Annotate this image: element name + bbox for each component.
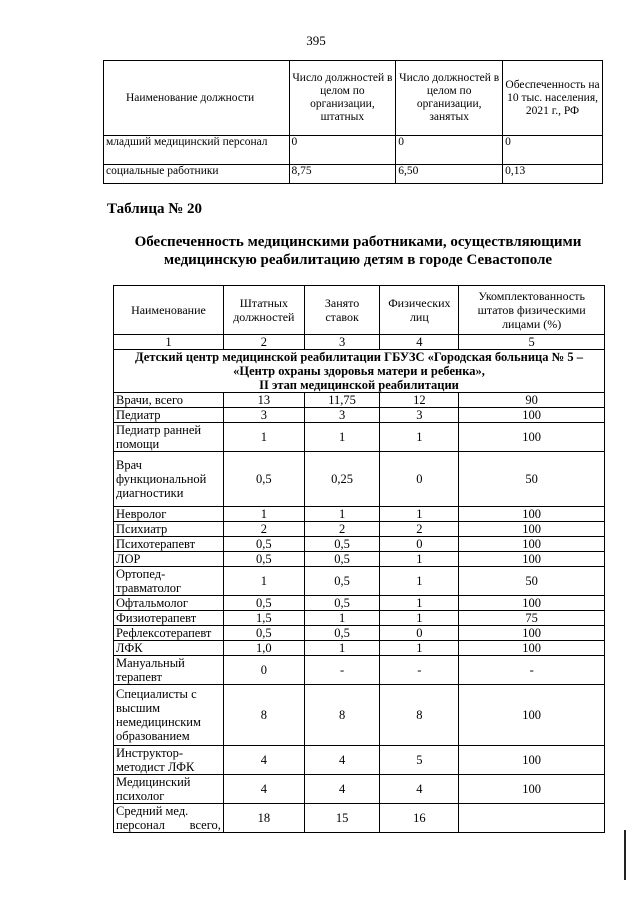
table-cell: 4: [304, 775, 380, 804]
table-row: [104, 136, 603, 165]
header-cell: Занято ставок: [304, 286, 380, 335]
scan-edge-mark: [624, 830, 626, 880]
table-cell: 2: [304, 522, 380, 537]
table-cell: 18: [223, 804, 304, 833]
column-number: 1: [114, 335, 224, 350]
table-cell: 0,5: [223, 452, 304, 507]
table-cell: 1: [304, 611, 380, 626]
table-cell: 13: [223, 393, 304, 408]
table-row: [114, 775, 605, 804]
table-title: Обеспеченность медицинскими работниками, осуществляющими медицинскую реабилитацию детям в городе Севастополе: [134, 234, 582, 268]
table-body: [114, 393, 605, 833]
table-caption: Таблица № 20: [107, 201, 203, 217]
table-cell: 100: [459, 423, 605, 452]
table-cell: 8: [223, 685, 304, 746]
table-cell: 100: [459, 775, 605, 804]
table-cell: 100: [459, 552, 605, 567]
page-number: 395: [306, 33, 326, 48]
row-label: Психиатр: [114, 522, 224, 537]
header-cell: Наименование: [114, 286, 224, 335]
table-cell: -: [459, 656, 605, 685]
table-cell: 100: [459, 596, 605, 611]
table-cell: 2: [223, 522, 304, 537]
row-label: Инструктор-методист ЛФК: [114, 746, 224, 775]
table-cell: 16: [380, 804, 459, 833]
table-cell: 0,5: [304, 596, 380, 611]
table-cell: 0,25: [304, 452, 380, 507]
table-cell: 0,5: [304, 537, 380, 552]
table-row: [114, 626, 605, 641]
table-row: [114, 596, 605, 611]
table-cell: 0: [380, 626, 459, 641]
table-row: [114, 804, 605, 833]
table-cell: 1: [380, 641, 459, 656]
header-cell: Штатных должностей: [223, 286, 304, 335]
section-row: [114, 350, 605, 393]
row-label: Физиотерапевт: [114, 611, 224, 626]
table-cell: 100: [459, 522, 605, 537]
table-cell: 0,5: [304, 567, 380, 596]
table-cell: 50: [459, 452, 605, 507]
table-cell: 1: [380, 552, 459, 567]
table-cell: 15: [304, 804, 380, 833]
column-number: 4: [380, 335, 459, 350]
table-cell: [459, 804, 605, 833]
table-cell: 0: [223, 656, 304, 685]
table-cell: 50: [459, 567, 605, 596]
row-label: Мануальный терапевт: [114, 656, 224, 685]
row-label: Невролог: [114, 507, 224, 522]
table-row: [114, 393, 605, 408]
table-row: [114, 567, 605, 596]
row-label: Ортопед-травматолог: [114, 567, 224, 596]
table-cell: 1: [380, 596, 459, 611]
table-cell: 3: [223, 408, 304, 423]
row-label: Рефлексотерапевт: [114, 626, 224, 641]
table-cell: 1: [380, 611, 459, 626]
table-row: [114, 507, 605, 522]
table-cell: 0,5: [304, 626, 380, 641]
table-cell: 4: [223, 746, 304, 775]
header-cell: Число должностей в целом по организации, занятых: [396, 61, 503, 136]
table-cell: 12: [380, 393, 459, 408]
table-row: [114, 641, 605, 656]
table-cell: 1: [223, 423, 304, 452]
header-cell: Обеспеченность на 10 тыс. населения, 2021 г., РФ: [503, 61, 603, 136]
staffing-table-continued: [103, 60, 603, 184]
table-cell: 6,50: [396, 165, 503, 184]
rehab-staffing-table: [113, 285, 605, 833]
table-row: [114, 452, 605, 507]
table-cell: 0,5: [223, 537, 304, 552]
table-cell: 0,5: [223, 596, 304, 611]
table-row: [104, 165, 603, 184]
table-cell: 8: [304, 685, 380, 746]
table-row: [114, 746, 605, 775]
table-cell: 2: [380, 522, 459, 537]
table-cell: -: [304, 656, 380, 685]
row-label: Средний мед. персонал всего,: [114, 804, 224, 833]
table-cell: 1: [380, 507, 459, 522]
table-row: [114, 611, 605, 626]
table-cell: 1: [304, 641, 380, 656]
table-cell: 0: [380, 537, 459, 552]
table-cell: 0: [503, 136, 603, 165]
table-cell: 100: [459, 537, 605, 552]
table-cell: 90: [459, 393, 605, 408]
table-row: [114, 408, 605, 423]
table-cell: 0: [289, 136, 396, 165]
row-label: Педиатр ранней помощи: [114, 423, 224, 452]
table-cell: 3: [380, 408, 459, 423]
table-cell: социальные работники: [104, 165, 290, 184]
section-heading: [114, 350, 605, 393]
table-cell: 100: [459, 408, 605, 423]
table-cell: 1: [380, 423, 459, 452]
header-cell: Физических лиц: [380, 286, 459, 335]
table-cell: 8,75: [289, 165, 396, 184]
table-header-row: [114, 286, 605, 335]
section-line: «Центр охраны здоровья матери и ребенка»,: [233, 364, 485, 378]
column-number-row: [114, 335, 605, 350]
row-label: Специалисты с высшим немедицинским образованием: [114, 685, 224, 746]
row-label: Офтальмолог: [114, 596, 224, 611]
table-cell: 1: [223, 507, 304, 522]
row-label: Врач функциональной диагностики: [114, 452, 224, 507]
table-cell: 5: [380, 746, 459, 775]
row-label: ЛОР: [114, 552, 224, 567]
header-cell: Укомплектованность штатов физическими лицами (%): [459, 286, 605, 335]
row-label: Психотерапевт: [114, 537, 224, 552]
table-row: [114, 423, 605, 452]
table-row: [114, 685, 605, 746]
row-label: ЛФК: [114, 641, 224, 656]
header-cell: Число должностей в целом по организации, штатных: [289, 61, 396, 136]
table-cell: 1,5: [223, 611, 304, 626]
table-cell: 100: [459, 746, 605, 775]
table-cell: 1: [304, 507, 380, 522]
table-cell: -: [380, 656, 459, 685]
column-number: 5: [459, 335, 605, 350]
table-cell: 1,0: [223, 641, 304, 656]
table-row: [114, 656, 605, 685]
row-label: Педиатр: [114, 408, 224, 423]
table-cell: младший медицинский персонал: [104, 136, 290, 165]
table-cell: 75: [459, 611, 605, 626]
table-header-row: [104, 61, 603, 136]
table-cell: 0,13: [503, 165, 603, 184]
table-row: [114, 552, 605, 567]
column-number: 3: [304, 335, 380, 350]
table-cell: 1: [304, 423, 380, 452]
table-cell: 0: [396, 136, 503, 165]
table-cell: 100: [459, 641, 605, 656]
table-cell: 1: [380, 567, 459, 596]
table-cell: 0,5: [223, 552, 304, 567]
table-cell: 4: [304, 746, 380, 775]
table-cell: 0,5: [223, 626, 304, 641]
table-cell: 0: [380, 452, 459, 507]
table-cell: 4: [223, 775, 304, 804]
table-cell: 4: [380, 775, 459, 804]
row-label: Врачи, всего: [114, 393, 224, 408]
section-line: II этап медицинской реабилитации: [259, 378, 459, 392]
table-cell: 11,75: [304, 393, 380, 408]
section-line: Детский центр медицинской реабилитации ГБУЗС «Городская больница № 5 –: [135, 350, 583, 364]
table-row: [114, 537, 605, 552]
table-cell: 100: [459, 507, 605, 522]
table-row: [114, 522, 605, 537]
header-cell: Наименование должности: [104, 61, 290, 136]
table-cell: 1: [223, 567, 304, 596]
row-label: Медицинский психолог: [114, 775, 224, 804]
column-number: 2: [223, 335, 304, 350]
table-cell: 8: [380, 685, 459, 746]
table-cell: 100: [459, 685, 605, 746]
table-cell: 3: [304, 408, 380, 423]
table-cell: 0,5: [304, 552, 380, 567]
table-cell: 100: [459, 626, 605, 641]
